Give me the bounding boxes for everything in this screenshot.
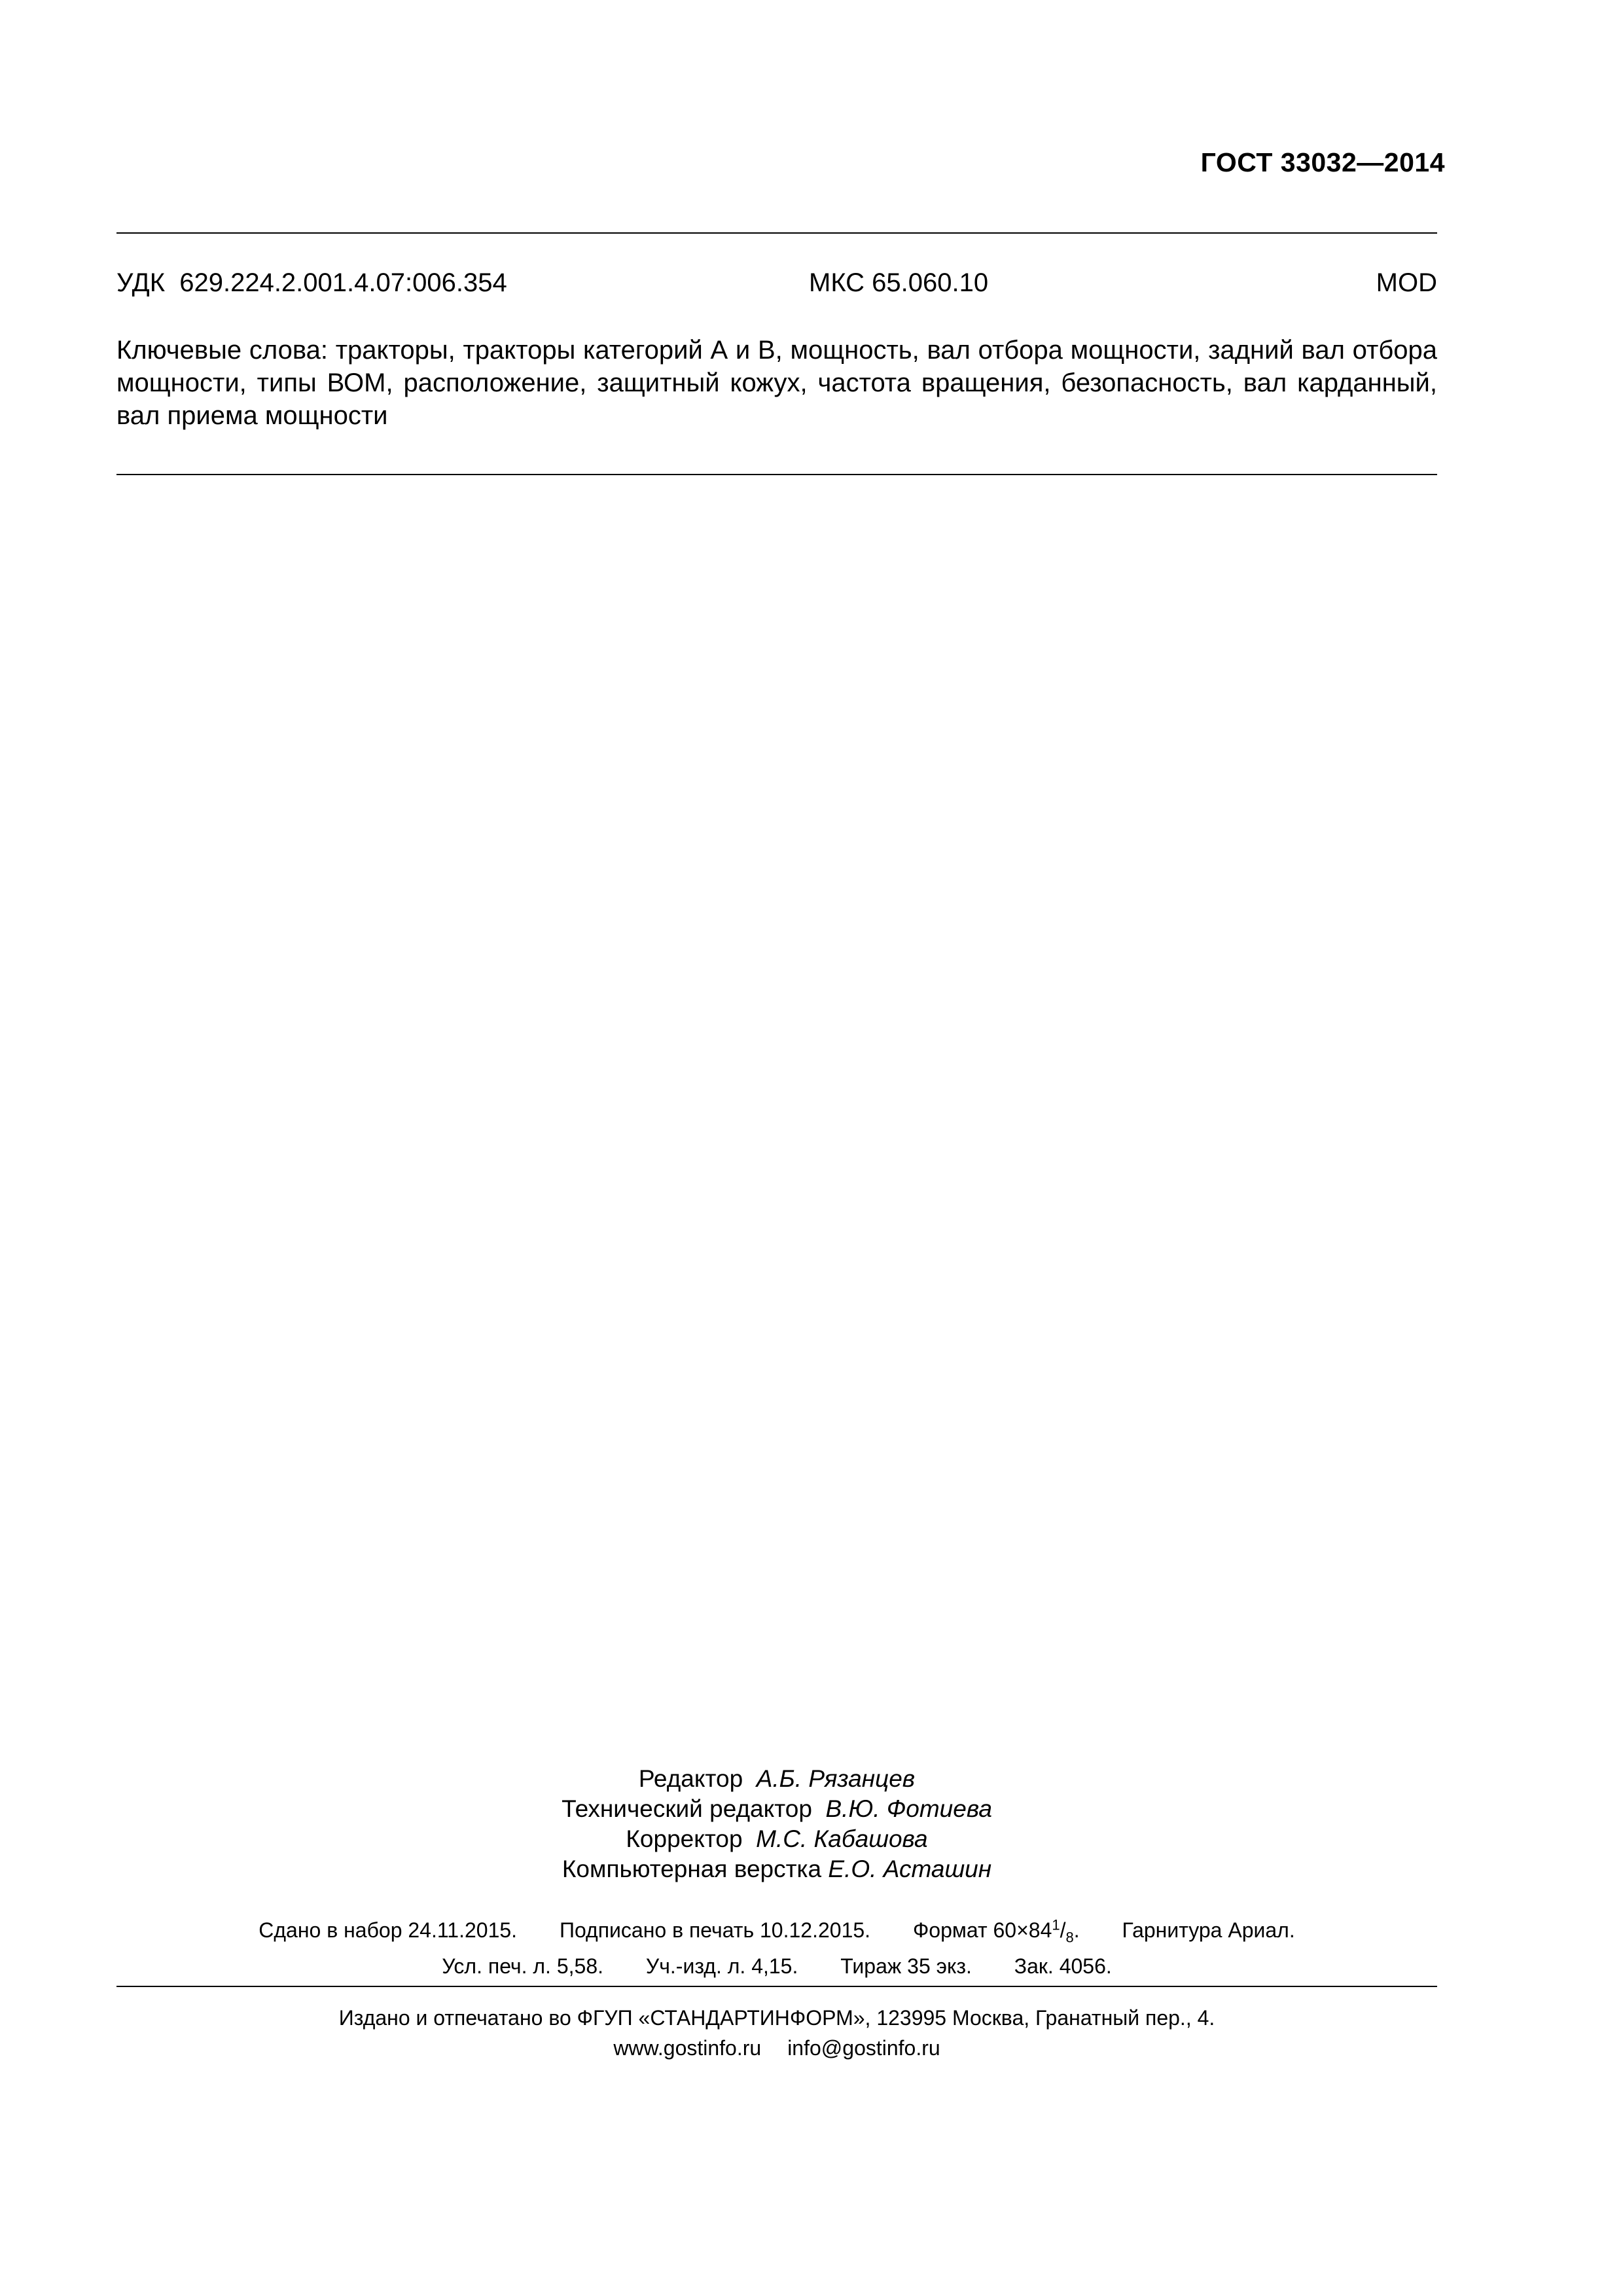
email-link[interactable]: info@gostinfo.ru xyxy=(787,2036,940,2060)
classification-row xyxy=(116,268,1437,302)
print-run: Тираж 35 экз. xyxy=(840,1954,972,1979)
publisher-divider xyxy=(116,1986,1437,1987)
publisher-block xyxy=(116,2003,1437,2063)
credit-role: Корректор xyxy=(626,1825,743,1852)
order-number: Зак. 4056. xyxy=(1014,1954,1112,1979)
paper-format: Формат $60\times 84^1/_8$. xyxy=(912,1916,1080,1946)
print-info-line-2 xyxy=(116,1952,1437,1981)
keywords-divider xyxy=(116,474,1437,475)
keywords-paragraph: Ключевые слова: тракторы, тракторы категорий А и В, мощность, вал отбора мощности, задний вал отбора мощности, типы ВОМ, расположение, защитный кожух, частота вращения, безопасность, вал карданный, вал приема мощности xyxy=(116,336,1437,430)
typeface: Гарнитура Ариал. xyxy=(1122,1918,1295,1942)
credit-proofreader xyxy=(116,1824,1437,1854)
credit-tech-editor xyxy=(116,1794,1437,1824)
credit-layout xyxy=(116,1854,1437,1884)
top-divider xyxy=(116,232,1437,234)
publisher-address: Издано и отпечатано во ФГУП «СТАНДАРТИНФОРМ», 123995 Москва, Гранатный пер., 4. xyxy=(338,2006,1215,2030)
credit-editor xyxy=(116,1764,1437,1794)
credits-block xyxy=(116,1764,1437,1884)
credit-role: Технический редактор xyxy=(562,1795,812,1822)
print-sheets: Усл. печ. л. 5,58. xyxy=(442,1954,603,1979)
mks-code: МКС 65.060.10 xyxy=(809,268,989,297)
print-info-line-1 xyxy=(116,1910,1437,1952)
credit-role: Компьютерная верстка xyxy=(562,1856,822,1882)
modification-flag: MOD xyxy=(1376,268,1437,297)
signed-date: Подписано в печать 10.12.2015. xyxy=(559,1918,871,1942)
credit-name: В.Ю. Фотиева xyxy=(825,1795,992,1822)
credit-name: Е.О. Асташин xyxy=(828,1856,992,1882)
publisher-contacts xyxy=(116,2033,1437,2063)
credit-name: М.С. Кабашова xyxy=(756,1825,928,1852)
print-info-block xyxy=(116,1910,1437,1981)
udk-code: УДК 629.224.2.001.4.07:006.354 xyxy=(116,268,507,297)
typeset-date: Сдано в набор 24.11.2015. xyxy=(259,1918,518,1942)
credit-name: А.Б. Рязанцев xyxy=(756,1765,916,1792)
credit-role: Редактор xyxy=(638,1765,743,1792)
website-link[interactable]: www.gostinfo.ru xyxy=(613,2036,762,2060)
document-code: ГОСТ 33032—2014 xyxy=(1200,147,1445,177)
publication-sheets: Уч.-изд. л. 4,15. xyxy=(645,1954,798,1979)
